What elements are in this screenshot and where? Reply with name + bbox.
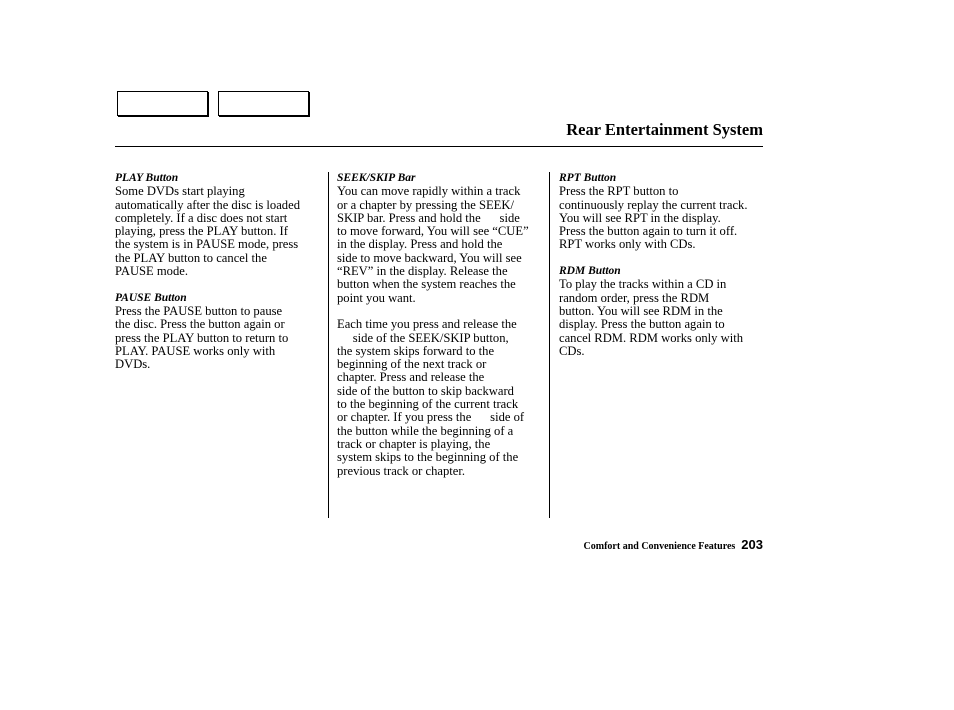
text-section <box>115 172 320 278</box>
column-divider-1 <box>328 172 329 518</box>
body-text-line: press the PLAY button to return to <box>115 330 289 345</box>
footer-section-label: Comfort and Convenience Features <box>583 541 736 552</box>
body-text-line: “REV” in the display. Release the <box>337 264 508 279</box>
body-text-line: To play the tracks within a CD in <box>559 277 727 292</box>
text-column-3 <box>559 172 764 371</box>
body-text-line: previous track or chapter. <box>337 463 465 478</box>
body-text-line: the system skips forward to the <box>337 343 495 358</box>
body-text-line: Some DVDs start playing <box>115 184 245 199</box>
text-column-2 <box>337 172 542 491</box>
nav-button-index[interactable] <box>218 91 309 116</box>
section-heading: PLAY Button <box>115 172 179 184</box>
body-text-line: RPT works only with CDs. <box>559 237 696 252</box>
body-text-line: cancel RDM. RDM works only with <box>559 330 743 345</box>
page-footer <box>584 536 763 554</box>
text-section <box>559 172 764 252</box>
body-text-line: Each time you press and release the <box>337 317 517 332</box>
body-text-line: beginning of the next track or <box>337 357 487 372</box>
body-text-line: continuously replay the current track. <box>559 197 748 212</box>
body-text-line: You can move rapidly within a track <box>337 184 521 199</box>
body-text-line: button. You will see RDM in the <box>559 303 723 318</box>
body-text-line: PAUSE mode. <box>115 264 189 279</box>
body-text-line: the PLAY button to cancel the <box>115 250 267 265</box>
body-text-line: in the display. Press and hold the <box>337 237 503 252</box>
body-text-line: system skips to the beginning of the <box>337 450 519 465</box>
column-divider-2 <box>549 172 550 518</box>
body-text-line: side to move backward, You will see <box>337 250 522 265</box>
body-text-line: You will see RPT in the display. <box>559 210 721 225</box>
body-text-line: the system is in PAUSE mode, press <box>115 237 299 252</box>
body-text-line: side of the button to skip backward <box>337 383 514 398</box>
body-text-line: Press the button again to turn it off. <box>559 224 738 239</box>
body-text-line: Press the RPT button to <box>559 184 679 199</box>
text-section <box>115 292 320 372</box>
body-text-line: track or chapter is playing, the <box>337 436 491 451</box>
body-text-line: chapter. Press and release the <box>337 370 485 385</box>
nav-button-contents[interactable] <box>117 91 208 116</box>
body-text-line: to move forward, You will see “CUE” <box>337 224 529 239</box>
text-section <box>337 172 542 305</box>
body-text-line: random order, press the RDM <box>559 290 710 305</box>
body-text-line: Press the PAUSE button to pause <box>115 303 283 318</box>
section-heading: RPT Button <box>559 172 617 184</box>
body-text-line: the button while the beginning of a <box>337 423 514 438</box>
body-text-line: SKIP bar. Press and hold the side <box>337 210 520 225</box>
section-heading: RDM Button <box>559 265 621 278</box>
text-section <box>559 265 764 358</box>
body-text-line: to the beginning of the current track <box>337 397 519 412</box>
body-text-line: or chapter. If you press the side of <box>337 410 525 425</box>
body-text-line: automatically after the disc is loaded <box>115 197 300 212</box>
body-text-line: or a chapter by pressing the SEEK/ <box>337 197 514 212</box>
header-rule <box>115 146 763 147</box>
body-text-line: DVDs. <box>115 357 151 372</box>
body-text-line: side of the SEEK/SKIP button, <box>337 330 509 345</box>
text-column-1 <box>115 172 320 385</box>
body-text-line: PLAY. PAUSE works only with <box>115 343 276 358</box>
body-text-line: point you want. <box>337 290 416 305</box>
body-text-line: display. Press the button again to <box>559 317 725 332</box>
section-heading: PAUSE Button <box>115 291 187 304</box>
section-heading: SEEK/SKIP Bar <box>337 172 416 184</box>
body-text-line: button when the system reaches the <box>337 277 516 292</box>
text-section <box>337 318 542 478</box>
page-title: Rear Entertainment System <box>566 120 763 139</box>
body-text-line: CDs. <box>559 343 585 358</box>
body-text-line: the disc. Press the button again or <box>115 317 285 332</box>
body-text-line: completely. If a disc does not start <box>115 210 288 225</box>
body-text-line: playing, press the PLAY button. If <box>115 224 288 239</box>
page-number: 203 <box>741 537 763 552</box>
